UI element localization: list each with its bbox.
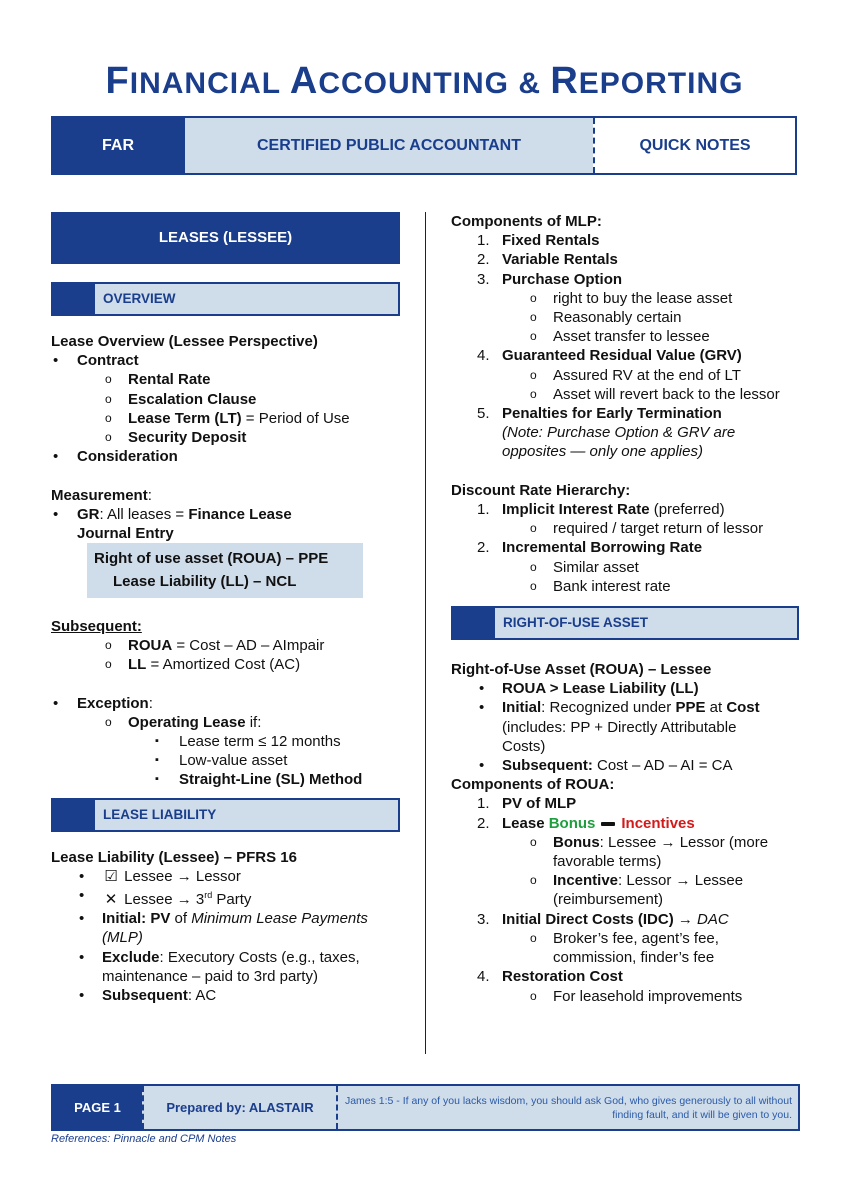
list-item: 2. Lease Bonus Incentives: [477, 814, 695, 832]
list-item: o Operating Lease if:: [51, 713, 411, 732]
list-item: • ☑ Lessee → Lessor: [51, 867, 411, 886]
measurement-heading: Measurement:: [51, 486, 152, 504]
footer-bar: [51, 1084, 800, 1131]
list-item: o Bank interest rate: [451, 577, 811, 596]
list-item: 1. PV of MLP: [477, 795, 577, 813]
right-column: [451, 212, 811, 1006]
list-item: ▪ Straight-Line (SL) Method: [51, 770, 411, 789]
note-text: (Note: Purchase Option & GRV are opposites — only one applies): [502, 424, 736, 461]
dash-icon: [601, 822, 615, 826]
column-divider: [425, 212, 426, 1054]
prepared-by: Prepared by: ALASTAIR: [142, 1086, 336, 1129]
list-item: 2. Incremental Borrowing Rate: [477, 539, 703, 557]
list-item: 4. Guaranteed Residual Value (GRV): [477, 347, 742, 365]
subsection-right-of-use-asset: RIGHT-OF-USE ASSET: [451, 606, 799, 640]
header-quick-notes: QUICK NOTES: [593, 118, 795, 173]
list-item: o ROUA = Cost – AD – AImpair: [51, 636, 411, 655]
list-item: • GR: All leases = Finance Lease: [51, 505, 411, 524]
list-item: 2. Variable Rentals: [477, 251, 618, 269]
list-item: 3. Purchase Option: [477, 270, 623, 288]
list-item: 5. Penalties for Early Termination: [477, 405, 722, 423]
list-item: o required / target return of lessor: [451, 519, 771, 538]
list-item: o Security Deposit: [51, 428, 411, 447]
list-item: • Initial: PV of Minimum Lease Payments (MLP): [51, 909, 411, 947]
list-item: • ✕ Lessee → 3rd Party: [51, 886, 411, 909]
roua-heading: Right-of-Use Asset (ROUA) – Lessee: [451, 661, 712, 679]
journal-entry-label: Journal Entry: [77, 525, 174, 543]
list-item: o Lease Term (LT) = Period of Use: [51, 409, 411, 428]
header-cpa: CERTIFIED PUBLIC ACCOUNTANT: [183, 118, 593, 173]
list-item: • Initial: Recognized under PPE at Cost (includes: PP + Directly Attributable Costs): [451, 698, 771, 756]
list-item: • Exclude: Executory Costs (e.g., taxes, maintenance – paid to 3rd party): [51, 948, 411, 986]
list-item: o Assured RV at the end of LT: [451, 366, 811, 385]
list-item: o Incentive: Lessor → Lessee (reimbursement): [451, 871, 771, 909]
x-mark-icon: ✕: [104, 891, 118, 909]
list-item: ▪ Low-value asset: [51, 751, 411, 770]
list-item: 1. Implicit Interest Rate (preferred): [477, 501, 725, 519]
list-item: • Contract: [51, 351, 411, 370]
page-number: PAGE 1: [53, 1086, 142, 1129]
lease-liability-heading: Lease Liability (Lessee) – PFRS 16: [51, 848, 297, 866]
list-item: • ROUA > Lease Liability (LL): [451, 679, 811, 698]
verse-quote: James 1:5 - If any of you lacks wisdom, you should ask God, who gives generously to all without finding fault, and it will be given to you.: [336, 1086, 798, 1129]
references-note: References: Pinnacle and CPM Notes: [51, 1133, 237, 1145]
list-item: o LL = Amortized Cost (AC): [51, 655, 411, 674]
list-item: o Asset will revert back to the lessor: [451, 385, 781, 404]
list-item: • Subsequent: AC: [51, 986, 411, 1005]
components-roua-heading: Components of ROUA:: [451, 776, 615, 794]
list-item: • Subsequent: Cost – AD – AI = CA: [451, 756, 811, 775]
left-column: [51, 212, 411, 1005]
list-item: o right to buy the lease asset: [451, 289, 811, 308]
lease-overview-heading: Lease Overview (Lessee Perspective): [51, 333, 318, 350]
list-item: ▪ Lease term ≤ 12 months: [51, 732, 411, 751]
list-item: o Bonus: Lessee → Lessor (more favorable terms): [451, 833, 791, 871]
list-item: • Exception:: [51, 694, 411, 713]
checkbox-icon: ☑: [104, 867, 118, 885]
journal-entry-box: Right of use asset (ROUA) – PPE Lease Liability (LL) – NCL: [87, 543, 363, 597]
list-item: o Broker’s fee, agent’s fee, commission, finder’s fee: [451, 929, 771, 967]
list-item: o Similar asset: [451, 558, 811, 577]
list-item: o For leasehold improvements: [451, 987, 811, 1006]
list-item: o Rental Rate: [51, 370, 411, 389]
subsequent-heading: Subsequent:: [51, 617, 142, 635]
section-leases-lessee: LEASES (LESSEE): [51, 212, 400, 264]
header-far: FAR: [53, 118, 183, 173]
list-item: • Consideration: [51, 447, 411, 466]
discount-rate-heading: Discount Rate Hierarchy:: [451, 481, 631, 499]
subsection-overview: OVERVIEW: [51, 282, 400, 316]
list-item: o Reasonably certain: [451, 308, 811, 327]
header-bar: [51, 116, 797, 175]
page-title: FINANCIAL ACCOUNTING & REPORTING: [105, 60, 744, 102]
list-item: 3. Initial Direct Costs (IDC) → DAC: [477, 910, 729, 928]
list-item: o Asset transfer to lessee: [451, 327, 811, 346]
list-item: 1. Fixed Rentals: [477, 232, 600, 250]
list-item: o Escalation Clause: [51, 390, 411, 409]
subsection-lease-liability: LEASE LIABILITY: [51, 798, 400, 832]
list-item: 4. Restoration Cost: [477, 968, 623, 986]
mlp-heading: Components of MLP:: [451, 213, 602, 230]
